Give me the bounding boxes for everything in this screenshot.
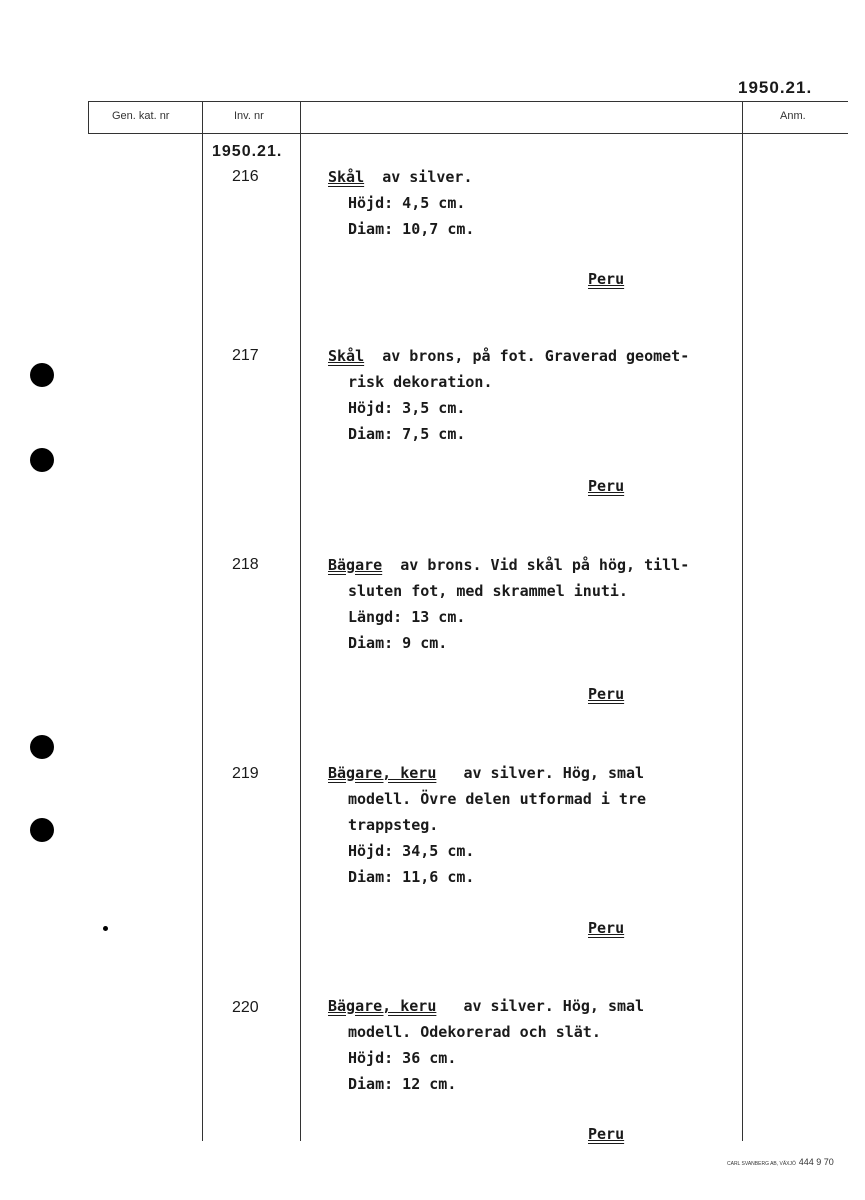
inv-number: 217 [232,347,259,364]
entry-desc: av silver. Hög, smal [463,997,645,1015]
column-divider [202,101,203,1141]
page-year: 1950.21. [738,78,813,97]
inv-year: 1950.21. [212,143,283,160]
entry-desc: av silver. [382,168,473,186]
entry-title: Skål [328,347,365,365]
column-header-inv-nr: Inv. nr [234,110,264,122]
entry-line: Diam: 10,7 cm. [348,220,475,238]
entry-line: Höjd: 4,5 cm. [348,194,466,212]
column-divider [300,101,301,1141]
entry-line: Diam: 11,6 cm. [348,868,475,886]
catalog-entry [328,343,748,447]
entry-line: Höjd: 3,5 cm. [348,399,466,417]
binder-hole [30,818,54,842]
entry-line: Längd: 13 cm. [348,608,466,626]
catalog-entry [328,993,748,1097]
entry-line: modell. Övre delen utformad i tre [348,790,647,808]
inv-number: 219 [232,765,259,782]
binder-hole [30,448,54,472]
entry-line: risk dekoration. [348,373,493,391]
catalog-entry [328,164,748,242]
entry-line: Diam: 12 cm. [348,1075,457,1093]
entry-title: Bägare [328,556,383,574]
entry-origin: Peru [588,270,625,288]
entry-origin: Peru [588,919,625,937]
entry-title: Skål [328,168,365,186]
printer-footer [727,1157,834,1167]
entry-origin: Peru [588,1125,625,1143]
inv-number: 220 [232,999,259,1016]
entry-line: trappsteg. [348,816,439,834]
form-code: 444 9 70 [798,1157,834,1167]
entry-title: Bägare, keru [328,997,437,1015]
column-header-anm: Anm. [780,110,806,122]
ink-dot [103,926,108,931]
entry-line: sluten fot, med skrammel inuti. [348,582,628,600]
inv-number: 216 [232,168,259,185]
entry-desc: av brons, på fot. Graverad geomet- [382,347,690,365]
entry-desc: av silver. Hög, smal [463,764,645,782]
entry-line: Höjd: 36 cm. [348,1049,457,1067]
entry-desc: av brons. Vid skål på hög, till- [400,556,690,574]
column-divider [88,101,89,134]
catalog-entry [328,552,748,656]
binder-hole [30,363,54,387]
entry-line: modell. Odekorerad och slät. [348,1023,601,1041]
printer-name: CARL SVANBERG AB, VÄXJÖ [727,1161,796,1167]
inv-number: 218 [232,556,259,573]
binder-hole [30,735,54,759]
column-header-gen-kat-nr: Gen. kat. nr [112,110,170,122]
entry-origin: Peru [588,685,625,703]
entry-line: Höjd: 34,5 cm. [348,842,475,860]
catalog-entry [328,760,748,890]
entry-line: Diam: 9 cm. [348,634,448,652]
entry-line: Diam: 7,5 cm. [348,425,466,443]
entry-origin: Peru [588,477,625,495]
entry-title: Bägare, keru [328,764,437,782]
